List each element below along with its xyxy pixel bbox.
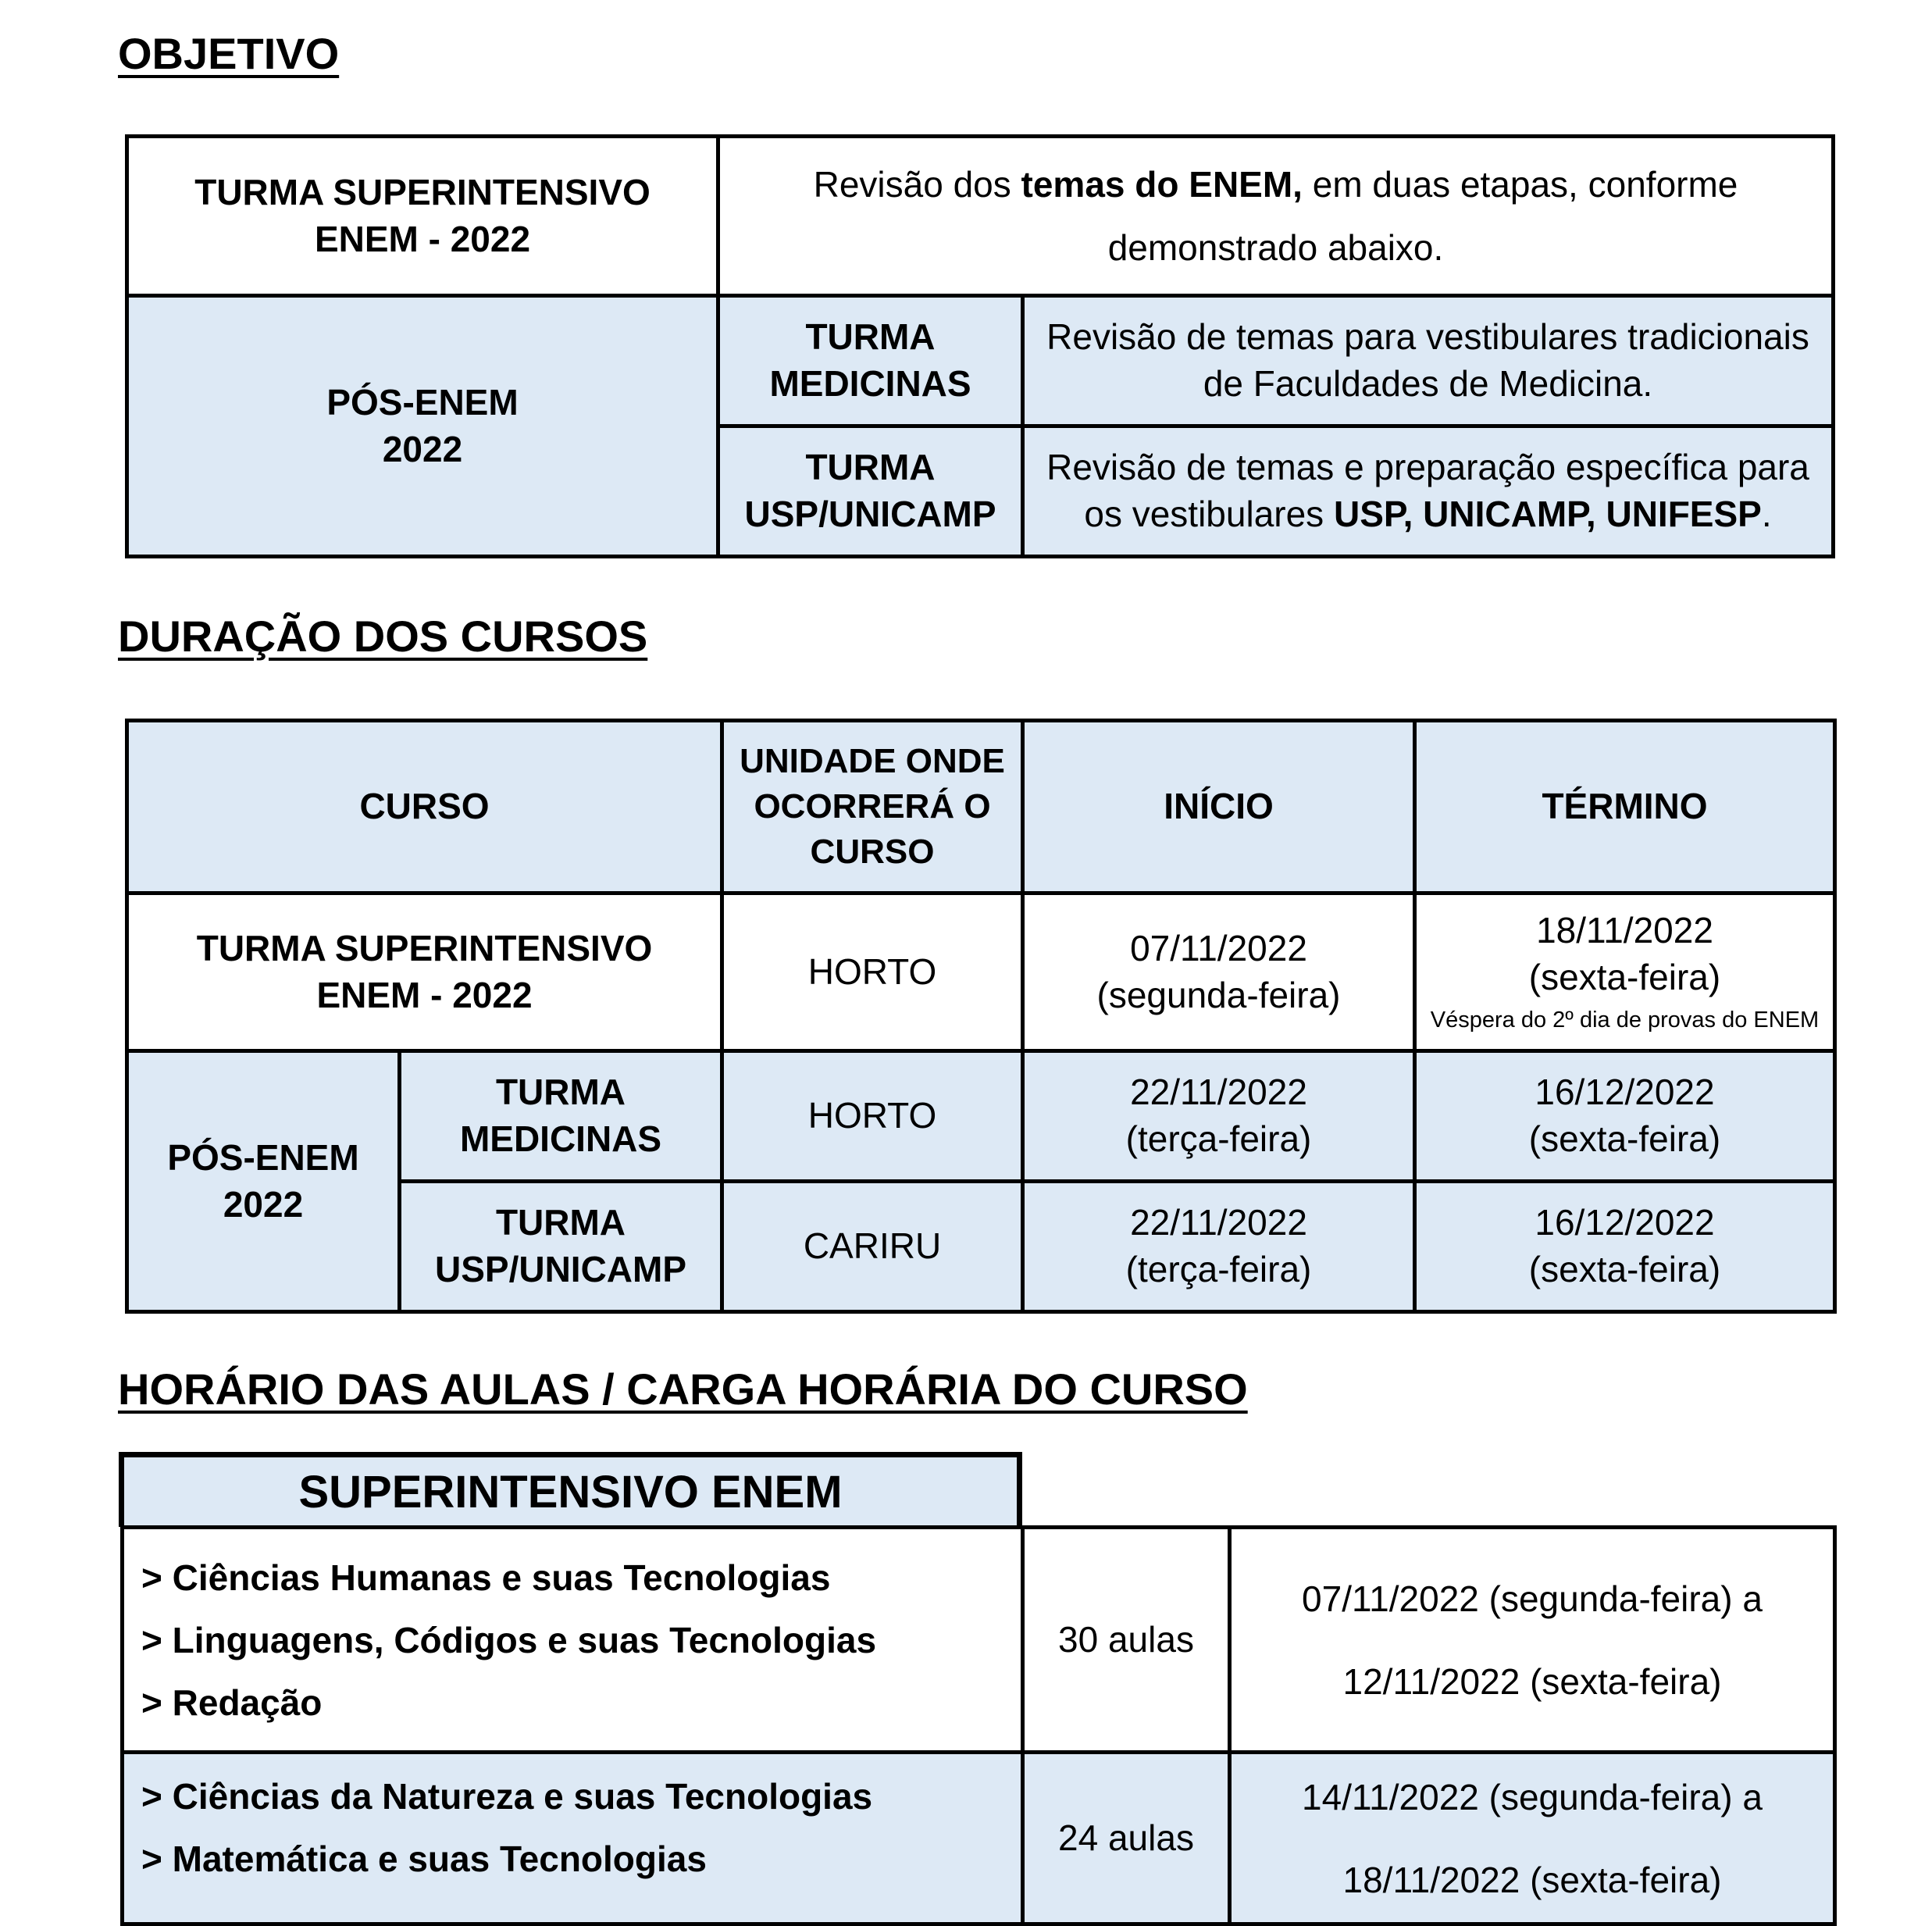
duracao-usp-label: TURMA USP/UNICAMP <box>400 1182 722 1312</box>
objetivo-table <box>125 134 1835 558</box>
horario-row-2-subjects <box>123 1753 1023 1924</box>
duracao-usp-inicio: 22/11/2022 (terça-feira) <box>1023 1182 1415 1312</box>
duracao-medicinas-label: TURMA MEDICINAS <box>400 1051 722 1182</box>
subject-item: > Matemática e suas Tecnologias <box>141 1839 707 1879</box>
termino-note: Véspera do 2º dia de provas do ENEM <box>1430 1008 1820 1033</box>
duracao-super-unidade: HORTO <box>722 893 1023 1051</box>
header-inicio: INÍCIO <box>1023 721 1415 893</box>
horario-row-2-period: 14/11/2022 (segunda-feira) a 18/11/2022 (sexta-feira) <box>1230 1753 1835 1924</box>
duracao-super-termino: 18/11/2022 (sexta-feira) Véspera do 2º dia de provas do ENEM <box>1415 893 1835 1051</box>
duracao-usp-unidade: CARIRU <box>722 1182 1023 1312</box>
superintensivo-tab-title: SUPERINTENSIVO ENEM <box>119 1452 1022 1527</box>
horario-row-2-aulas: 24 aulas <box>1023 1753 1230 1924</box>
duracao-medicinas-unidade: HORTO <box>722 1051 1023 1182</box>
duracao-pos-enem-label: PÓS-ENEM 2022 <box>127 1051 400 1312</box>
horario-row-1-aulas: 30 aulas <box>1023 1528 1230 1753</box>
horario-row-1-subjects <box>123 1528 1023 1753</box>
header-unidade: UNIDADE ONDE OCORRERÁ O CURSO <box>722 721 1023 893</box>
objetivo-super-description: Revisão dos temas do ENEM, em duas etapas, conforme demonstrado abaixo. <box>718 137 1834 296</box>
subject-item: > Ciências da Natureza e suas Tecnologias <box>141 1776 873 1817</box>
header-curso: CURSO <box>127 721 722 893</box>
objetivo-medicinas-description: Revisão de temas para vestibulares tradicionais de Faculdades de Medicina. <box>1023 296 1834 426</box>
objetivo-medicinas-label: TURMA MEDICINAS <box>718 296 1023 426</box>
duracao-medicinas-inicio: 22/11/2022 (terça-feira) <box>1023 1051 1415 1182</box>
objetivo-super-label: TURMA SUPERINTENSIVO ENEM - 2022 <box>127 137 718 296</box>
header-termino: TÉRMINO <box>1415 721 1835 893</box>
duracao-super-inicio: 07/11/2022 (segunda-feira) <box>1023 893 1415 1051</box>
duracao-usp-termino: 16/12/2022 (sexta-feira) <box>1415 1182 1835 1312</box>
duracao-medicinas-termino: 16/12/2022 (sexta-feira) <box>1415 1051 1835 1182</box>
duracao-table <box>125 719 1837 1314</box>
duracao-heading: DURAÇÃO DOS CURSOS <box>118 612 648 661</box>
objetivo-heading: OBJETIVO <box>118 29 340 78</box>
duracao-super-label: TURMA SUPERINTENSIVO ENEM - 2022 <box>127 893 722 1051</box>
horario-heading: HORÁRIO DAS AULAS / CARGA HORÁRIA DO CURSO <box>118 1364 1248 1414</box>
subject-item: > Linguagens, Códigos e suas Tecnologias <box>141 1619 877 1660</box>
objetivo-pos-enem-label: PÓS-ENEM 2022 <box>127 296 718 557</box>
subject-item: > Redação <box>141 1682 323 1723</box>
objetivo-usp-description: Revisão de temas e preparação específica para os vestibulares USP, UNICAMP, UNIFESP. <box>1023 426 1834 557</box>
subject-item: > Ciências Humanas e suas Tecnologias <box>141 1557 831 1598</box>
objetivo-usp-label: TURMA USP/UNICAMP <box>718 426 1023 557</box>
horario-row-1-period: 07/11/2022 (segunda-feira) a 12/11/2022 (sexta-feira) <box>1230 1528 1835 1753</box>
horario-table <box>120 1525 1837 1926</box>
